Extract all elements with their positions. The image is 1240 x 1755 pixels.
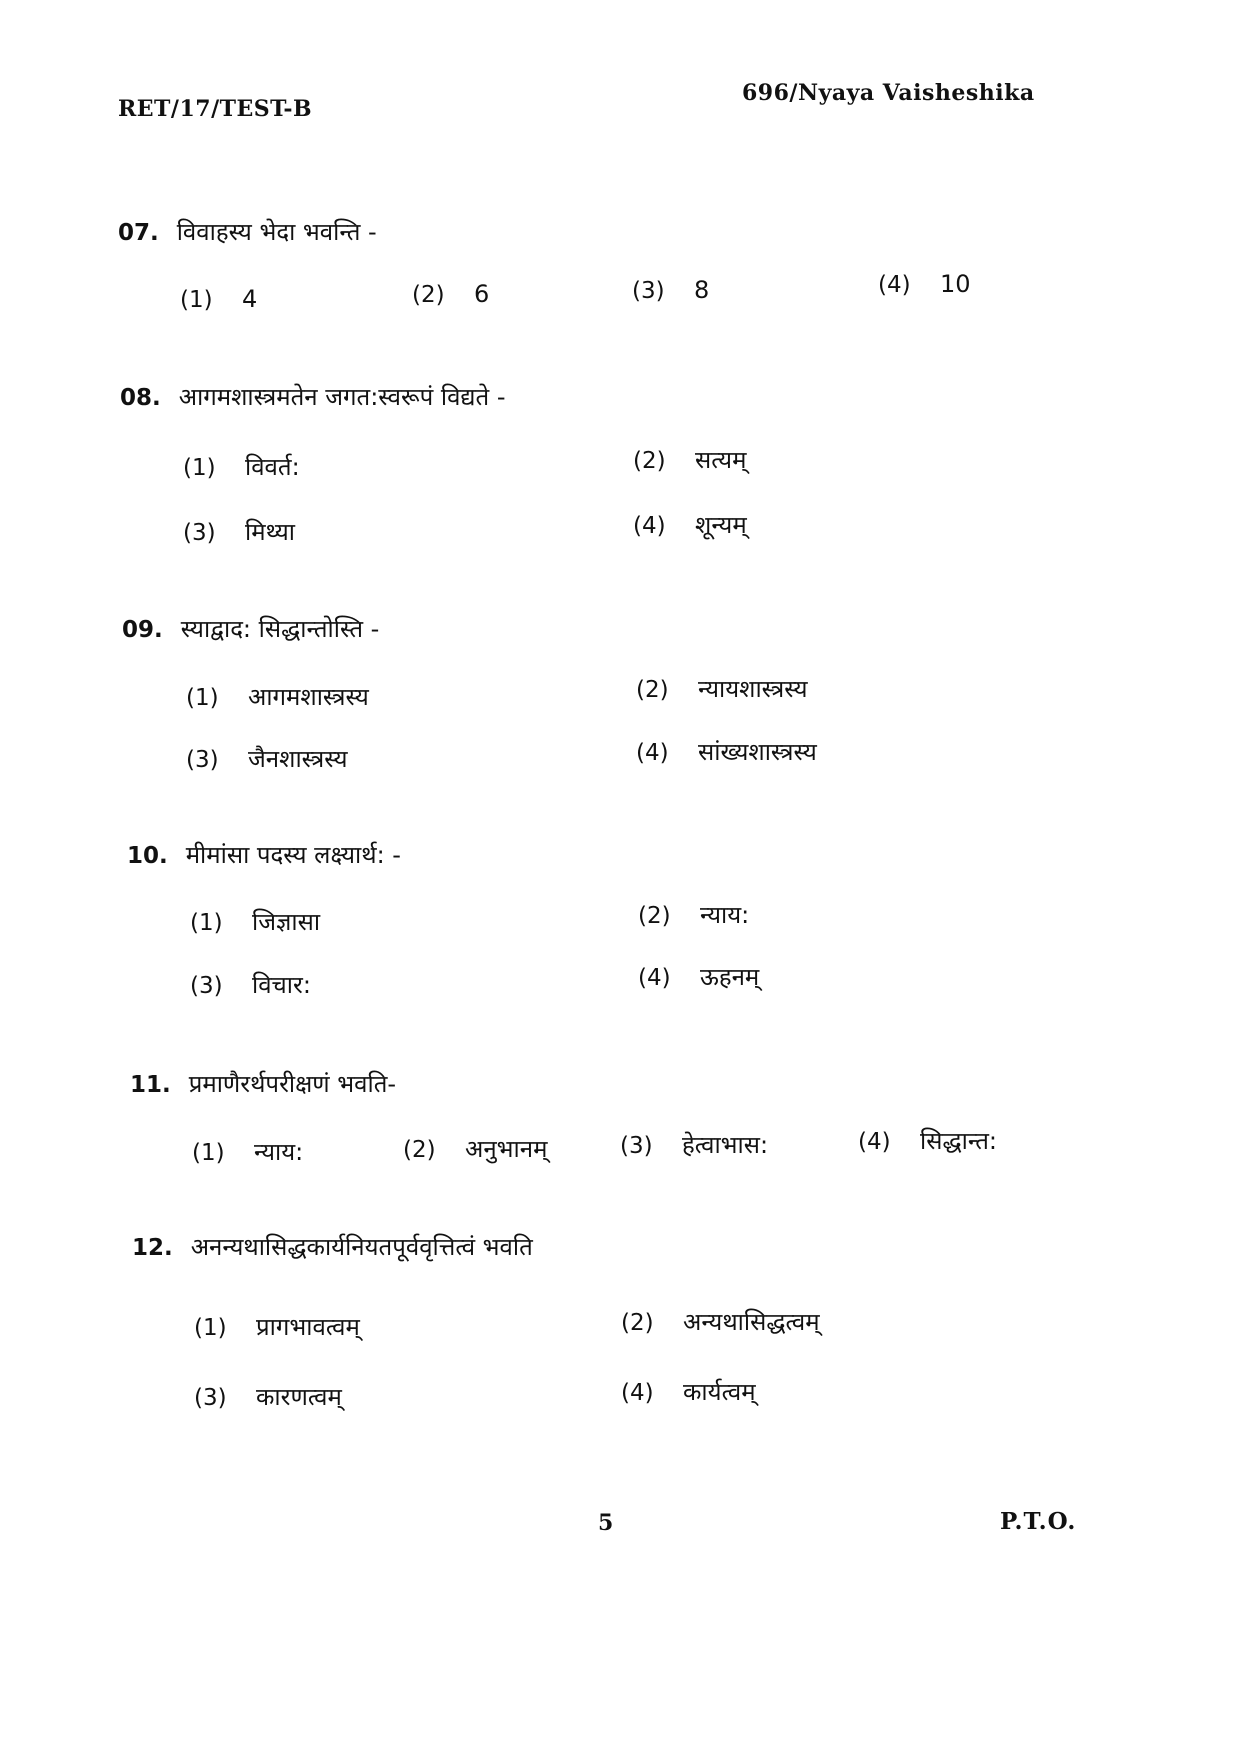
- option-number: (3): [186, 747, 219, 773]
- option-text: हेत्वाभास:: [682, 1131, 769, 1159]
- option-number: (2): [636, 677, 669, 703]
- option-text: सिद्धान्त:: [920, 1127, 997, 1155]
- option-1[interactable]: [183, 450, 300, 483]
- option-2[interactable]: [621, 1305, 820, 1338]
- option-1[interactable]: [190, 905, 320, 938]
- option-4[interactable]: [633, 508, 747, 541]
- option-4[interactable]: [878, 270, 971, 298]
- question-number: 11.: [130, 1072, 171, 1098]
- option-3[interactable]: [632, 276, 709, 304]
- option-text: सांख्यशास्त्रस्य: [698, 738, 817, 766]
- option-text: शून्यम्: [695, 511, 747, 539]
- option-text: न्यायशास्त्रस्य: [698, 675, 808, 703]
- option-2[interactable]: [636, 672, 808, 705]
- option-1[interactable]: [194, 1310, 360, 1343]
- option-number: (1): [190, 910, 223, 936]
- option-4[interactable]: [858, 1124, 997, 1157]
- option-number: (1): [186, 685, 219, 711]
- question-number: 07.: [118, 220, 159, 246]
- option-number: (1): [192, 1140, 225, 1166]
- option-text: कार्यत्वम्: [683, 1378, 756, 1406]
- option-number: (3): [190, 973, 223, 999]
- option-2[interactable]: [633, 443, 746, 476]
- option-number: (4): [633, 513, 666, 539]
- question-number: 09.: [122, 617, 163, 643]
- option-3[interactable]: [620, 1128, 768, 1161]
- option-text: 4: [242, 285, 258, 313]
- paper-title: 696/Nyaya Vaisheshika: [742, 80, 1035, 106]
- option-text: अन्यथासिद्धत्वम्: [683, 1308, 820, 1336]
- option-4[interactable]: [638, 960, 759, 993]
- option-text: 6: [474, 280, 490, 308]
- question-text: अनन्यथासिद्धकार्यनियतपूर्ववृत्तित्वं भवति: [190, 1233, 533, 1261]
- option-number: (1): [183, 455, 216, 481]
- option-text: न्याय:: [700, 901, 750, 929]
- option-3[interactable]: [183, 515, 295, 548]
- option-3[interactable]: [190, 968, 311, 1001]
- exam-code: RET/17/TEST-B: [118, 96, 313, 122]
- question-text: आगमशास्त्रमतेन जगत:स्वरूपं विद्यते -: [178, 383, 506, 411]
- option-number: (3): [632, 278, 665, 304]
- option-number: (1): [180, 287, 213, 313]
- option-number: (4): [878, 272, 911, 298]
- option-text: कारणत्वम्: [256, 1383, 342, 1411]
- option-text: अनुभानम्: [465, 1135, 548, 1163]
- option-2[interactable]: [412, 280, 489, 308]
- option-text: विचार:: [252, 971, 311, 999]
- option-number: (3): [620, 1133, 653, 1159]
- page-number: 5: [598, 1510, 614, 1536]
- option-number: (3): [194, 1385, 227, 1411]
- please-turn-over: P.T.O.: [1000, 1508, 1077, 1535]
- option-text: विवर्त:: [245, 453, 300, 481]
- question-text: स्याद्वाद: सिद्धान्तोस्ति -: [180, 615, 380, 643]
- option-number: (3): [183, 520, 216, 546]
- option-text: न्याय:: [254, 1138, 304, 1166]
- option-number: (2): [633, 448, 666, 474]
- option-number: (2): [412, 282, 445, 308]
- option-1[interactable]: [186, 680, 369, 713]
- option-text: आगमशास्त्रस्य: [248, 683, 369, 711]
- option-number: (4): [858, 1129, 891, 1155]
- option-number: (4): [638, 965, 671, 991]
- option-text: सत्यम्: [695, 446, 747, 474]
- option-text: ऊहनम्: [700, 963, 760, 991]
- option-text: प्रागभावत्वम्: [256, 1313, 360, 1341]
- option-2[interactable]: [638, 898, 749, 931]
- option-number: (1): [194, 1315, 227, 1341]
- option-text: जैनशास्त्रस्य: [248, 745, 348, 773]
- option-3[interactable]: [194, 1380, 342, 1413]
- option-number: (2): [403, 1137, 436, 1163]
- option-text: जिज्ञासा: [252, 908, 321, 936]
- option-number: (2): [621, 1310, 654, 1336]
- option-4[interactable]: [636, 735, 817, 768]
- option-text: 10: [940, 270, 971, 298]
- option-number: (2): [638, 903, 671, 929]
- option-3[interactable]: [186, 742, 348, 775]
- option-text: 8: [694, 276, 710, 304]
- option-1[interactable]: [192, 1135, 303, 1168]
- option-1[interactable]: [180, 285, 257, 313]
- question-number: 08.: [120, 385, 161, 411]
- option-number: (4): [621, 1380, 654, 1406]
- question-number: 10.: [127, 843, 168, 869]
- question-text: मीमांसा पदस्य लक्ष्यार्थ: -: [185, 841, 401, 869]
- option-4[interactable]: [621, 1375, 756, 1408]
- option-2[interactable]: [403, 1132, 547, 1165]
- option-text: मिथ्या: [245, 518, 295, 546]
- question-number: 12.: [132, 1235, 173, 1261]
- question-text: प्रमाणैरर्थपरीक्षणं भवति-: [188, 1070, 397, 1098]
- question-text: विवाहस्य भेदा भवन्ति -: [176, 218, 377, 246]
- option-number: (4): [636, 740, 669, 766]
